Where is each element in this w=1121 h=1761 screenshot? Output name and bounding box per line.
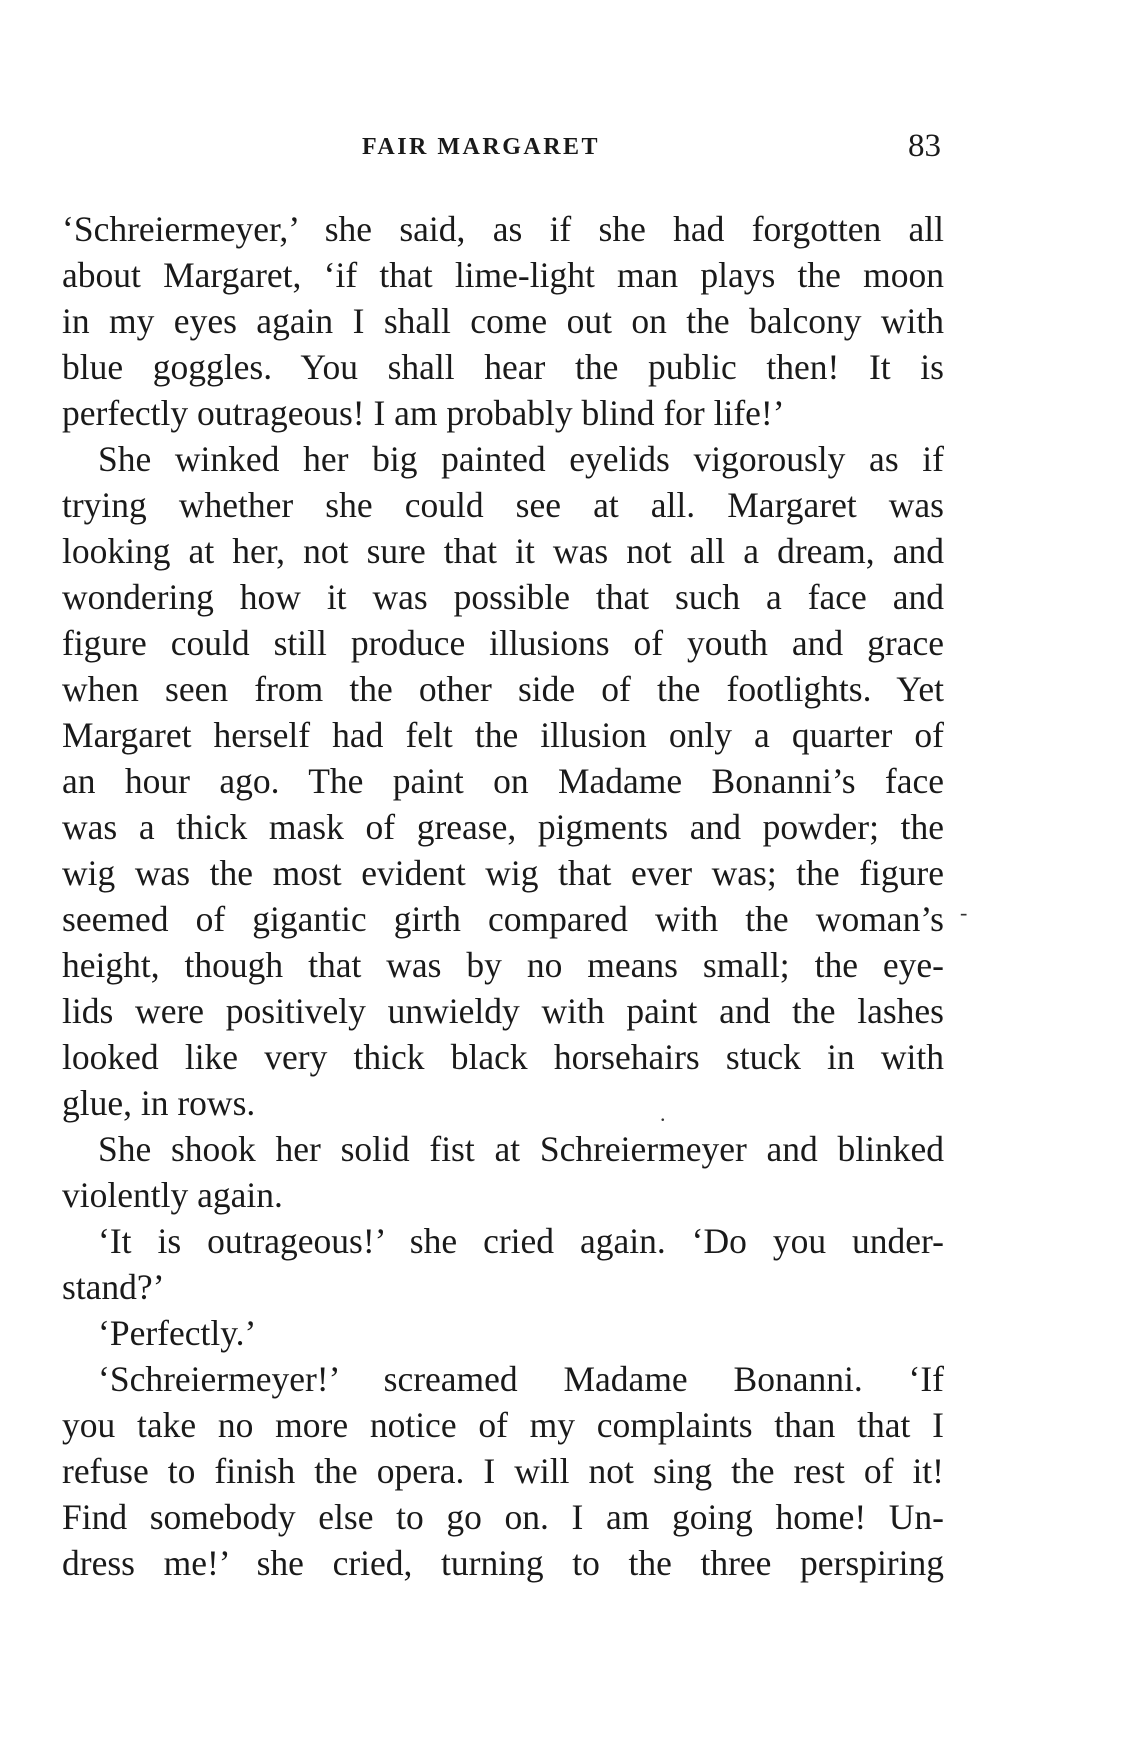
text-line: was a thick mask of grease, pigments and powder; the xyxy=(62,807,944,847)
text-line: about Margaret, ‘if that lime-light man plays the moon xyxy=(62,255,944,295)
stray-dash-mark: - xyxy=(960,900,968,925)
text-line: glue, in rows. xyxy=(62,1083,256,1123)
text-line: ‘Perfectly.’ xyxy=(98,1313,257,1353)
text-line: wig was the most evident wig that ever was; the figure xyxy=(62,853,944,893)
text-line: blue goggles. You shall hear the public then! It is xyxy=(62,347,944,387)
text-line: ‘Schreiermeyer,’ she said, as if she had forgotten all xyxy=(62,209,944,249)
text-line: stand?’ xyxy=(62,1267,165,1307)
text-line: height, though that was by no means small; the eye- xyxy=(62,945,944,985)
stray-dot-mark: . xyxy=(660,1101,666,1126)
text-line: She winked her big painted eyelids vigorously as if xyxy=(98,439,944,479)
body-text xyxy=(62,206,944,1586)
text-line: when seen from the other side of the footlights. Yet xyxy=(62,669,944,709)
text-line: refuse to finish the opera. I will not sing the rest of it! xyxy=(62,1451,944,1491)
text-line: She shook her solid fist at Schreiermeyer and blinked xyxy=(98,1129,944,1169)
text-line: ‘Schreiermeyer!’ screamed Madame Bonanni. ‘If xyxy=(98,1359,944,1399)
text-line: seemed of gigantic girth compared with the woman’s xyxy=(62,899,944,939)
text-line: lids were positively unwieldy with paint and the lashes xyxy=(62,991,944,1031)
page-number: 83 xyxy=(908,128,941,164)
text-line: Margaret herself had felt the illusion only a quarter of xyxy=(62,715,944,755)
text-line: you take no more notice of my complaints than that I xyxy=(62,1405,944,1445)
text-line: in my eyes again I shall come out on the balcony with xyxy=(62,301,944,341)
text-line: looked like very thick black horsehairs stuck in with xyxy=(62,1037,944,1077)
text-line: ‘It is outrageous!’ she cried again. ‘Do you under- xyxy=(98,1221,944,1261)
text-line: wondering how it was possible that such a face and xyxy=(62,577,944,617)
text-line: perfectly outrageous! I am probably blind for life!’ xyxy=(62,393,785,433)
running-title: FAIR MARGARET xyxy=(362,134,601,160)
text-line: an hour ago. The paint on Madame Bonanni’s face xyxy=(62,761,944,801)
text-line: trying whether she could see at all. Margaret was xyxy=(62,485,944,525)
text-line: figure could still produce illusions of youth and grace xyxy=(62,623,944,663)
text-line: violently again. xyxy=(62,1175,283,1215)
running-head xyxy=(0,128,1121,174)
text-line: dress me!’ she cried, turning to the three perspiring xyxy=(62,1543,944,1583)
text-line: Find somebody else to go on. I am going home! Un- xyxy=(62,1497,944,1537)
text-line: looking at her, not sure that it was not all a dream, and xyxy=(62,531,944,571)
